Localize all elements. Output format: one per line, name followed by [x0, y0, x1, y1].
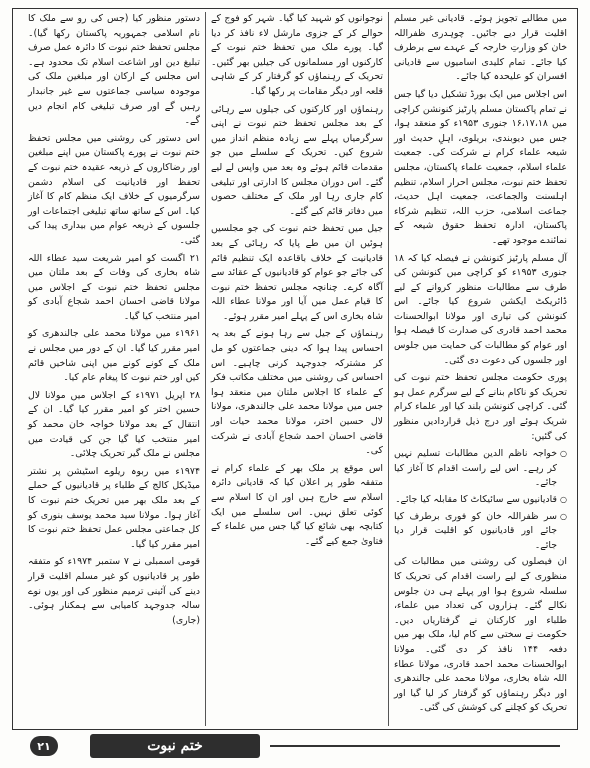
column-right [389, 12, 572, 726]
paragraph: اس دستور کی روشنی میں مجلس تحفظ ختم نبوت نے پورے پاکستان میں اپنے مبلغین اور رضاکاروں کے ذریعہ عقیدہ ختم نبوت کے تحفظ اور قادیانیت کی اسلام دشمن سرگرمیوں کے خلاف ایک منظم کام کا آغاز کیا۔ اس کے ساتھ ساتھ تبلیغی اجتماعات اور جلسوں کے ذریعہ عوام میں بیداری پیدا کی گئی۔ [28, 132, 200, 246]
footer-rule [270, 745, 560, 747]
paragraph: قومی اسمبلی نے ۷ ستمبر ۱۹۷۴ء کو متفقہ طور پر قادیانیوں کو غیر مسلم اقلیت قرار دینے کی آئینی ترمیم منظور کی اور یوں نوے سالہ جدوجہد کامیابی سے ہمکنار ہوئی۔ (جاری) [28, 556, 200, 626]
magazine-masthead: ختم نبوت [90, 734, 260, 758]
page-number: ۲۱ [30, 736, 58, 756]
resolution-item: ○ قادیانیوں سے سائیکاٹ کا مقابلہ کیا جائے۔ [394, 493, 567, 508]
paragraph: ۲۸ اپریل ۱۹۷۱ء کے اجلاس میں مولانا لال حسین اختر کو امیر مقرر کیا گیا۔ ان کے انتقال کے بعد مولانا خواجہ خان محمد کو امیر منتخب کیا گیا جن کی قیادت میں مجلس نے ملک گیر تحریک چلائی۔ [28, 389, 200, 460]
paragraph: پوری حکومت مجلس تحفظ ختم نبوت کی تحریک کو ناکام بنانے کے لیے سرگرم عمل ہو گئی۔ کراچی کنونشن بلند کیا اور علماء کرام شریک ہوئے اور درج ذیل قراردادیں منظور کی گئیں: [394, 372, 567, 442]
paragraph: ۱۹۶۱ء میں مولانا محمد علی جالندھری کو امیر مقرر کیا گیا۔ ان کے دور میں مجلس نے ملک کے کونے کونے میں اپنی شاخیں قائم کیں اور ختم نبوت کا پیغام عام کیا۔ [28, 328, 200, 384]
paragraph: اس موقع پر ملک بھر کے علماء کرام نے متفقہ طور پر اعلان کیا کہ قادیانی دائرہ اسلام سے خارج ہیں اور ان کا اسلام سے کوئی تعلق نہیں۔ اس سلسلے میں ایک کتابچہ بھی شائع کیا گیا جس میں علماء کے فتاویٰ جمع کیے گئے۔ [211, 462, 383, 547]
column-left [23, 12, 206, 726]
paragraph: میں مطالبے تجویز ہوئے۔ قادیانی غیر مسلم اقلیت قرار دیے جائیں۔ چوہدری ظفراللہ خان کو وزارتِ خارجہ کے عہدے سے برطرف کیا جائے۔ تمام کلیدی اسامیوں سے قادیانی افسران کو علیحدہ کیا جائے۔ [394, 13, 567, 83]
page-footer [0, 732, 590, 768]
column-middle [206, 12, 389, 726]
paragraph: رہنماؤں اور کارکنوں کی جیلوں سے رہائی کے بعد مجلس تحفظ ختم نبوت نے اپنی سرگرمیاں پہلے سے زیادہ منظم انداز میں شروع کیں۔ تحریک کے سلسلے میں جو مقدمات قائم ہوئے وہ بعد میں واپس لے لیے گئے۔ اس دوران مجلس کا ادارتی اور تبلیغی کام جاری رہا اور ملک کے مختلف حصوں میں دفاتر قائم کیے گئے۔ [211, 103, 383, 217]
paragraph: نوجوانوں کو شہید کیا گیا۔ شہر کو فوج کے حوالے کر کے جزوی مارشل لاء نافذ کر دیا گیا۔ پورے ملک میں تحفظ ختم نبوت کے کارکنوں اور مسلمانوں کی جیلیں بھر گئیں۔ تحریک کے رہنماؤں کو گرفتار کر کے شاہی قلعہ اور دیگر مقامات پر رکھا گیا۔ [211, 13, 383, 97]
paragraph: ۱۹۷۴ء میں ربوہ ریلوے اسٹیشن پر نشتر میڈیکل کالج کے طلباء پر قادیانیوں کے حملے کے بعد ملک بھر میں تحریک ختم نبوت کا آغاز ہوا۔ مولانا سید محمد یوسف بنوری کو کل جماعتی مجلس عمل تحفظ ختم نبوت کا امیر مقرر کیا گیا۔ [28, 465, 200, 550]
paragraph: ۲۱ اگست کو امیر شریعت سید عطاء اللہ شاہ بخاری کی وفات کے بعد ملتان میں مجلس تحفظ ختم نبوت کے اجلاس میں مولانا قاضی احسان احمد شجاع آبادی کو امیر منتخب کیا گیا۔ [28, 252, 200, 322]
resolution-item: ○ خواجہ ناظم الدین مطالبات تسلیم نہیں کر رہے۔ اس لیے راست اقدام کا آغاز کیا جائے۔ [394, 447, 567, 491]
paragraph: رہنماؤں کے جیل سے رہا ہونے کے بعد یہ احساس پیدا ہوا کہ دینی جماعتوں کو مل کر مشترکہ جدوجہد کرنی چاہیے۔ اس احساس کی روشنی میں مختلف مکاتب فکر کے علماء کا اجلاس ملتان میں منعقد ہوا جس میں مولانا محمد علی جالندھری، مولانا لال حسین اختر، مولانا محمد حیات اور قاضی احسان احمد شجاع آبادی نے شرکت کی۔ [211, 328, 383, 457]
paragraph: اس اجلاس میں ایک بورڈ تشکیل دیا گیا جس نے تمام پاکستان مسلم پارٹیز کنونشن کراچی میں ۱۶،۱۷،۱۸ جنوری ۱۹۵۳ء کو منعقد ہوا، جس میں دیوبندی، بریلوی، اہلِ حدیث اور شیعہ علماء کرام نے شرکت کی۔ جمعیت علماء اسلام، جمعیت علماء پاکستان، مجلس تحفظ ختم نبوت، مجلس احرار اسلام، تنظیم اہلسنت والجماعت، جمعیت اہل حدیث، جماعت اسلامی، حزب اللہ، تنظیم شرکاء پاکستان، ادارہ تحفظ حقوق شیعہ کے نمائندے موجود تھے۔ [394, 88, 567, 246]
paragraph: دستور منظور کیا (جس کی رو سے ملک کا نام اسلامی جمہوریہ پاکستان رکھا گیا)۔ مجلس تحفظ ختم نبوت کا دائرہ عمل صرف تبلیغ دین اور اشاعت اسلام تک محدود ہے۔ اس مجلس کے ارکان اور مبلغین ملک کی موجودہ سیاسی جماعتوں سے غیر جانبدار رہیں گے اور صرف تبلیغی کام انجام دیں گے۔ [28, 13, 200, 127]
resolution-item: ○ سر ظفراللہ خان کو فوری برطرف کیا جائے اور قادیانیوں کو اقلیت قرار دیا جائے۔ [394, 510, 567, 554]
paragraph: آل مسلم پارٹیز کنونشن نے فیصلہ کیا کہ ۱۸ جنوری ۱۹۵۳ء کو کراچی میں کنونشن کی طرف سے مطالبات منظور کروانے کے لیے ڈائریکٹ ایکشن شروع کیا جائے۔ اس کنونشن کی تیاری اور مولانا ابوالحسنات محمد احمد قادری کی صدارت کا فیصلہ ہوا اور عوام کو مطالبات کی حمایت میں جلوس اور جلسوں کی دعوت دی گئی۔ [394, 252, 567, 366]
paragraph: ان فیصلوں کی روشنی میں مطالبات کی منظوری کے لیے راست اقدام کی تحریک کا سلسلہ شروع ہوا اور پہلے ہی دن جلوس نکالے گئے۔ ہزاروں کی تعداد میں علماء، طلباء اور کارکنان نے گرفتاریاں دیں۔ حکومت نے سختی سے کام لیا، ملک بھر میں دفعہ ۱۴۴ نافذ کر دی گئی۔ مولانا ابوالحسنات محمد احمد قادری، مولانا عطاء اللہ شاہ بخاری، مولانا محمد علی جالندھری اور دیگر رہنماؤں کو گرفتار کر لیا گیا اور تحریک کو کچلنے کی کوشش کی گئی۔ [394, 556, 567, 714]
article-columns [18, 12, 572, 726]
paragraph: جیل میں تحفظ ختم نبوت کی جو مجلسیں ہوئیں ان میں طے پایا کہ رہائی کے بعد قادیانیت کے خلاف باقاعدہ ایک تنظیم قائم کی جائے جو عوام کو قادیانیوں کے عقائد سے آگاہ کرے۔ چنانچہ مجلس تحفظ ختم نبوت کا قیام عمل میں آیا اور مولانا عطاء اللہ شاہ بخاری اس کے پہلے امیر مقرر ہوئے۔ [211, 223, 383, 322]
